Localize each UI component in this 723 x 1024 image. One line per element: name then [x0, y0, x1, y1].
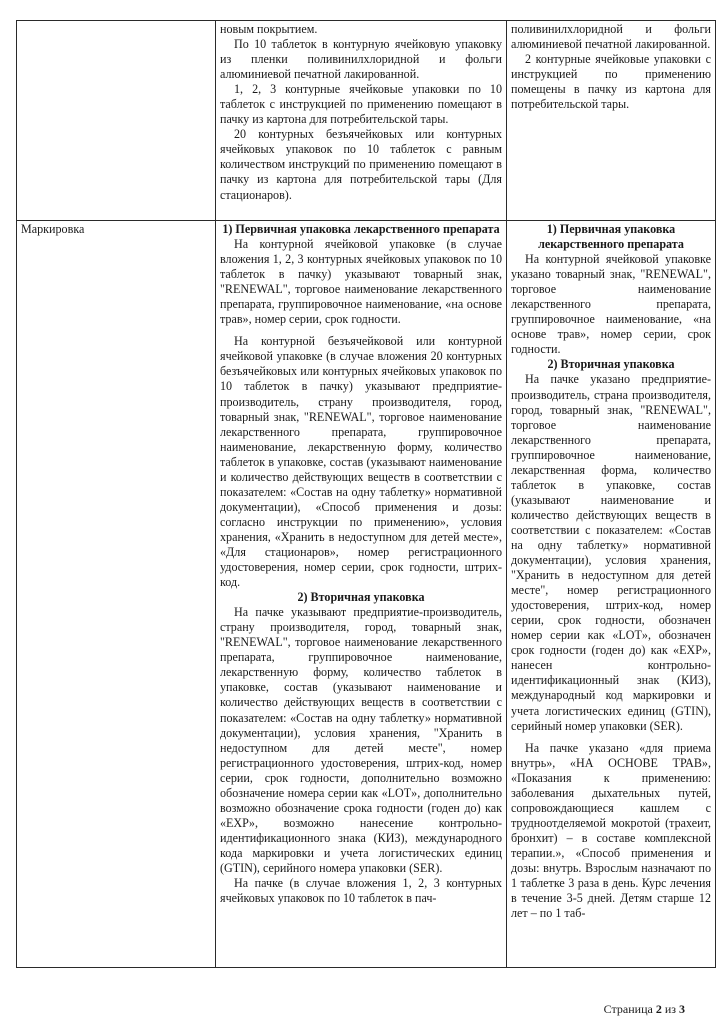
marking-text-cell — [216, 221, 507, 968]
page-number — [604, 1002, 685, 1017]
paragraph: 2 контурные ячейковые упаковки с инструкцией по применению помещены в пачку из картона для потребительской тары. — [511, 52, 711, 112]
paragraph: На пачке указывают предприятие-производитель, страну производителя, город, товарный знак, "RENEWAL", торговое наименование лекарственного препарата, группировочное наименование, лекарственную форму, количество таблеток в упаковке, состав (указывают наименование и количество действующих веществ в соответствии с показателем: «Состав на одну таблетку» нормативной документации), условия хранения, "Хранить в недоступном для детей месте", номер регистрационного удостоверения, штрих-код, номер серии, срок годности, дополнительно возможно обозначение номера серии как «LOT», дополнительно возможно обозначение срока годности (годен до) как «EXP», возможно нанесение контрольно-идентификационного знака (КИЗ), международного кода маркировки и учета логистических единиц (GTIN), серийного номера упаковки (SER). — [220, 605, 502, 875]
paragraph: поливинилхлоридной и фольги алюминиевой печатной лакированной. — [511, 22, 711, 52]
paragraph: 1, 2, 3 контурные ячейковые упаковки по 10 таблеток с инструкцией по применению помещают в пачку из картона для потребительской тары. — [220, 82, 502, 127]
row-label: Маркировка — [17, 221, 216, 968]
section-heading: 1) Первичная упаковка лекарственного препарата — [222, 222, 500, 236]
paragraph: новым покрытием. — [220, 22, 318, 36]
table-cell-empty — [17, 21, 216, 221]
paragraph: 20 контурных безъячейковых или контурных ячейковых упаковок по 10 таблеток с равным количеством инструкций по применению помещают в пачку из картона для потребительской тары (Для стационаров). — [220, 127, 502, 202]
marking-text-cell — [507, 221, 716, 968]
specification-table — [16, 20, 716, 968]
table-row — [17, 221, 716, 968]
total-pages: 3 — [679, 1002, 685, 1016]
paragraph: По 10 таблеток в контурную ячейковую упаковку из пленки поливинилхлоридной и фольги алюминиевой печатной лакированной. — [220, 37, 502, 82]
packaging-text-cell — [507, 21, 716, 221]
paragraph: На пачке (в случае вложения 1, 2, 3 контурных ячейковых упаковок по 10 таблеток в пач- — [220, 876, 502, 906]
paragraph: На контурной ячейковой упаковке указано товарный знак, "RENEWAL", торговое наименование лекарственного препарата, группировочное наименование, «на основе трав», номер серии, срок годности. — [511, 252, 711, 357]
section-heading: 2) Вторичная упаковка — [547, 357, 675, 372]
page-of: из — [664, 1002, 676, 1016]
section-heading: 2) Вторичная упаковка — [297, 590, 425, 605]
paragraph: На контурной ячейковой упаковке (в случае вложения 1, 2, 3 контурных ячейковых упаковок по 10 таблеток в пачку) указывают товарный знак, "RENEWAL", торговое наименование лекарственного препарата, группировочное наименование, «на основе трав», номер серии, срок годности. — [220, 237, 502, 327]
paragraph: На контурной безъячейковой или контурной ячейковой упаковке (в случае вложения 20 контурных безъячейковых или контурных ячейковых упаковок по 10 таблеток в пачку) указывают предприятие-производитель, страну производителя, город, товарный знак, "RENEWAL", торговое наименование лекарственного препарата, группировочное наименование, лекарственную форму, количество таблеток в упаковке, состав (указывают наименование и количество действующих веществ в соответствии с показателем: «Состав на одну таблетку» нормативной документации), «Способ применения и дозы: согласно инструкции по применению», условия хранения, «Хранить в недоступном для детей месте», «Для стационаров», номер регистрационного удостоверения, номер серии, срок годности, штрих-код. — [220, 334, 502, 590]
current-page: 2 — [655, 1002, 662, 1016]
packaging-text-cell — [216, 21, 507, 221]
table-row — [17, 21, 716, 221]
page-prefix: Страница — [603, 1002, 653, 1016]
section-heading: 1) Первичная упаковка лекарственного препарата — [538, 222, 684, 252]
paragraph: На пачке указано «для приема внутрь», «НА ОСНОВЕ ТРАВ», «Показания к применению: заболевания дыхательных путей, сопровождающиеся кашлем с трудноотделяемой мокротой (трахеит, бронхит) – в составе комплексной терапии.», «Способ применения и дозы: внутрь. Взрослым назначают по 1 таблетке 3 раза в день. Курс лечения в течение 3-5 дней. Детям старше 12 лет – по 1 таб- — [511, 740, 711, 921]
paragraph: На пачке указано предприятие-производитель, страна производителя, город, товарный знак, "RENEWAL", торговое наименование лекарственного препарата, группировочное наименование, лекарственная форма, количество таблеток в упаковке, состав (указывают наименование и количество действующих веществ в соответствии с показателем: «Состав на одну таблетку» нормативной документации), условия хранения, "Хранить в недоступном для детей месте", номер регистрационного удостоверения, штрих-код, номер серии, срок годности, обозначен номер серии как «LOT», обозначен срок годности (годен до) как «EXP», нанесен контрольно-идентификационный знак (КИЗ), международный код маркировки и учета логистических единиц (GTIN), серийный номер упаковки (SER). — [511, 372, 711, 733]
